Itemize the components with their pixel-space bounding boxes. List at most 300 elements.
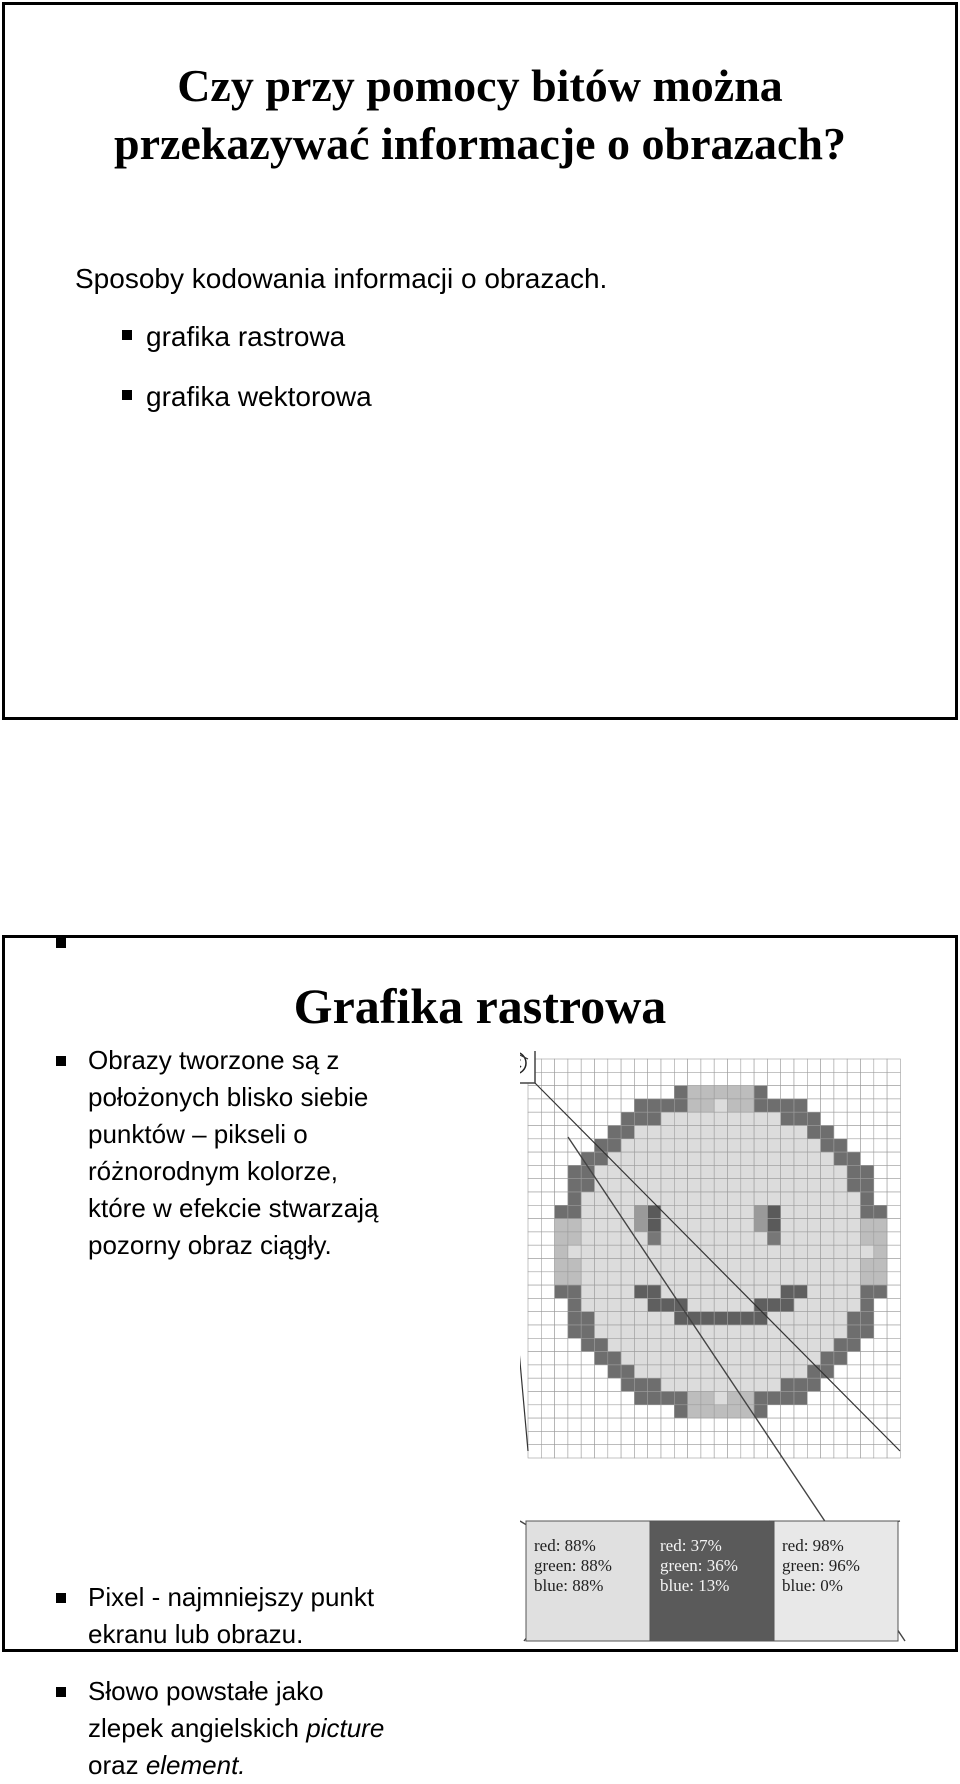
pixel-cell [568, 1285, 581, 1298]
pixel-cell [634, 1285, 647, 1298]
pixel-cell [714, 1072, 727, 1085]
pixel-cell [874, 1245, 887, 1258]
pixel-cell [581, 1338, 594, 1351]
pixel-cell [634, 1352, 647, 1365]
pixel-cell [821, 1219, 834, 1232]
pixel-cell [714, 1126, 727, 1139]
pixel-cell [754, 1392, 767, 1405]
pixel-cell [555, 1405, 568, 1418]
pixel-cell [595, 1205, 608, 1218]
pixel-cell [861, 1392, 874, 1405]
pixel-cell [834, 1325, 847, 1338]
pixel-cell [821, 1312, 834, 1325]
pixel-cell [621, 1205, 634, 1218]
pixel-cell [661, 1232, 674, 1245]
pixel-cell [528, 1325, 541, 1338]
pixel-cell [754, 1378, 767, 1391]
pixel-cell [847, 1431, 860, 1444]
pixel-cell [714, 1245, 727, 1258]
pixel-cell [741, 1312, 754, 1325]
pixel-cell [568, 1179, 581, 1192]
pixel-cell [847, 1352, 860, 1365]
slide-1-title-line-2: przekazywać informacje o obrazach? [114, 118, 846, 169]
pixel-cell [608, 1219, 621, 1232]
pixel-cell [688, 1059, 701, 1072]
pixel-cell [701, 1192, 714, 1205]
pixel-cell [674, 1112, 687, 1125]
pixel-cell [847, 1219, 860, 1232]
pixel-cell [688, 1126, 701, 1139]
slide-2-title: Grafika rastrowa [293, 978, 667, 1034]
pixel-cell [595, 1405, 608, 1418]
pixel-cell [634, 1298, 647, 1311]
pixel-cell [595, 1059, 608, 1072]
pixel-cell [821, 1059, 834, 1072]
pixel-cell [714, 1405, 727, 1418]
pixel-cell [581, 1352, 594, 1365]
pixel-cell [794, 1245, 807, 1258]
pixel-cell [821, 1405, 834, 1418]
slide-1-bullet-2: grafika wektorowa [146, 381, 372, 412]
pixel-cell [661, 1418, 674, 1431]
pixel-cell [887, 1445, 900, 1458]
slide-1-title [5, 57, 955, 173]
pixel-cell [595, 1418, 608, 1431]
pixel-cell [728, 1205, 741, 1218]
pixel-cell [821, 1205, 834, 1218]
pixel-cell [568, 1086, 581, 1099]
pixel-cell [861, 1165, 874, 1178]
pixel-cell [608, 1365, 621, 1378]
pixel-cell [874, 1272, 887, 1285]
pixel-cell [621, 1152, 634, 1165]
pixel-cell [781, 1112, 794, 1125]
pixel-cell [887, 1139, 900, 1152]
pixel-cell [861, 1179, 874, 1192]
pixel-cell [674, 1285, 687, 1298]
pixel-cell [701, 1418, 714, 1431]
pixel-cell [794, 1431, 807, 1444]
pixel-cell [861, 1219, 874, 1232]
pixel-cell [634, 1205, 647, 1218]
pixel-cell [661, 1325, 674, 1338]
pixel-cell [887, 1365, 900, 1378]
pixel-cell [661, 1431, 674, 1444]
pixel-cell [847, 1232, 860, 1245]
pixel-cell [714, 1298, 727, 1311]
pixel-cell [807, 1392, 820, 1405]
pixel-cell [674, 1431, 687, 1444]
pixel-cell [568, 1099, 581, 1112]
pixel-cell [728, 1112, 741, 1125]
pixel-cell [887, 1259, 900, 1272]
pixel-cell [781, 1298, 794, 1311]
pixel-cell [834, 1205, 847, 1218]
pixel-cell [781, 1338, 794, 1351]
pixel-cell [621, 1405, 634, 1418]
pixel-cell [741, 1179, 754, 1192]
pixel-cell [754, 1352, 767, 1365]
pixel-cell [781, 1219, 794, 1232]
pixel-cell [847, 1059, 860, 1072]
pixel-cell [741, 1126, 754, 1139]
pixel-cell [728, 1139, 741, 1152]
pixel-cell [621, 1126, 634, 1139]
pixel-cell [741, 1205, 754, 1218]
pixel-cell [701, 1059, 714, 1072]
pixel-cell [861, 1059, 874, 1072]
pixel-cell [648, 1059, 661, 1072]
pixel-cell [555, 1126, 568, 1139]
pixel-cell [741, 1352, 754, 1365]
pixel-cell [887, 1126, 900, 1139]
pixel-cell [861, 1298, 874, 1311]
pixel-cell [847, 1378, 860, 1391]
pixel-cell [595, 1165, 608, 1178]
pixel-cell [581, 1245, 594, 1258]
pixel-cell [728, 1245, 741, 1258]
pixel-cell [661, 1099, 674, 1112]
pixel-cell [555, 1259, 568, 1272]
pixel-cell [861, 1445, 874, 1458]
slide-2-bullet-3 [88, 1673, 508, 1784]
pixel-cell [528, 1179, 541, 1192]
pixel-cell [794, 1205, 807, 1218]
pixel-cell [887, 1219, 900, 1232]
pixel-cell [648, 1165, 661, 1178]
pixel-cell [874, 1072, 887, 1085]
bullet-3-italic-word: picture [306, 1713, 385, 1743]
swatch-2-green: green: 36% [660, 1556, 738, 1575]
pixel-cell [847, 1418, 860, 1431]
pixel-cell [608, 1245, 621, 1258]
pixel-cell [874, 1192, 887, 1205]
pixel-cell [821, 1378, 834, 1391]
pixel-cell [741, 1418, 754, 1431]
pixel-cell [754, 1152, 767, 1165]
square-bullet-icon [122, 390, 132, 400]
pixel-cell [728, 1072, 741, 1085]
pixel-cell [568, 1378, 581, 1391]
pixel-cell [661, 1298, 674, 1311]
pixel-cell [767, 1165, 780, 1178]
pixel-cell [887, 1059, 900, 1072]
pixel-cell [754, 1365, 767, 1378]
pixel-cell [608, 1405, 621, 1418]
pixel-cell [568, 1312, 581, 1325]
pixel-cell [648, 1312, 661, 1325]
pixel-cell [621, 1431, 634, 1444]
pixel-cell [847, 1298, 860, 1311]
pixel-cell [834, 1352, 847, 1365]
pixel-cell [568, 1418, 581, 1431]
pixel-cell [794, 1312, 807, 1325]
square-bullet-icon [122, 330, 132, 340]
pixel-cell [701, 1219, 714, 1232]
pixel-cell [634, 1165, 647, 1178]
pixel-cell [781, 1259, 794, 1272]
pixel-cell [608, 1112, 621, 1125]
pixel-cell [674, 1139, 687, 1152]
pixel-cell [621, 1418, 634, 1431]
pixel-cell [621, 1312, 634, 1325]
pixel-cell [555, 1352, 568, 1365]
pixel-cell [648, 1285, 661, 1298]
pixel-cell [807, 1352, 820, 1365]
pixel-cell [688, 1112, 701, 1125]
pixel-cell [847, 1405, 860, 1418]
pixel-cell [714, 1312, 727, 1325]
bullet-1-line: pozorny obraz ciągły. [88, 1230, 332, 1260]
pixel-cell [634, 1059, 647, 1072]
pixel-cell [781, 1072, 794, 1085]
pixel-cell [541, 1232, 554, 1245]
pixel-cell [807, 1431, 820, 1444]
pixel-cell [781, 1352, 794, 1365]
pixel-cell [861, 1378, 874, 1391]
pixel-cell [581, 1232, 594, 1245]
pixel-cell [674, 1325, 687, 1338]
pixel-cell [688, 1272, 701, 1285]
pixel-cell [688, 1072, 701, 1085]
pixel-cell [794, 1072, 807, 1085]
pixel-cell [781, 1192, 794, 1205]
pixel-cell [581, 1086, 594, 1099]
pixel-cell [661, 1338, 674, 1351]
pixel-cell [874, 1179, 887, 1192]
pixel-cell [648, 1139, 661, 1152]
pixel-cell [807, 1338, 820, 1351]
pixel-cell [807, 1445, 820, 1458]
pixel-cell [581, 1205, 594, 1218]
pixel-cell [887, 1179, 900, 1192]
pixel-cell [595, 1325, 608, 1338]
pixel-cell [595, 1272, 608, 1285]
pixel-cell [541, 1219, 554, 1232]
pixel-cell [794, 1352, 807, 1365]
pixel-cell [714, 1165, 727, 1178]
pixel-cell [688, 1365, 701, 1378]
pixel-cell [634, 1405, 647, 1418]
pixel-cell [608, 1392, 621, 1405]
pixel-cell [874, 1405, 887, 1418]
pixel-cell [874, 1139, 887, 1152]
pixel-cell [728, 1365, 741, 1378]
pixel-cell [728, 1259, 741, 1272]
pixel-cell [821, 1245, 834, 1258]
pixel-cell [794, 1272, 807, 1285]
pixel-cell [741, 1445, 754, 1458]
pixel-cell [794, 1418, 807, 1431]
pixel-cell [634, 1126, 647, 1139]
swatch-1-blue: blue: 88% [534, 1576, 604, 1595]
pixel-cell [541, 1378, 554, 1391]
pixel-cell [781, 1312, 794, 1325]
pixel-cell [887, 1245, 900, 1258]
pixel-cell [661, 1179, 674, 1192]
pixel-cell [874, 1112, 887, 1125]
pixel-cell [821, 1418, 834, 1431]
pixel-cell [767, 1059, 780, 1072]
pixel-cell [767, 1378, 780, 1391]
pixel-cell [648, 1179, 661, 1192]
pixel-cell [621, 1338, 634, 1351]
pixel-cell [648, 1365, 661, 1378]
pixel-cell [887, 1152, 900, 1165]
pixel-cell [728, 1086, 741, 1099]
pixel-cell [754, 1325, 767, 1338]
pixel-cell [648, 1219, 661, 1232]
pixel-cell [781, 1152, 794, 1165]
pixel-cell [568, 1338, 581, 1351]
pixel-cell [767, 1338, 780, 1351]
pixel-cell [887, 1405, 900, 1418]
pixel-cell [887, 1338, 900, 1351]
pixel-cell [701, 1392, 714, 1405]
pixel-cell [595, 1431, 608, 1444]
pixel-cell [834, 1298, 847, 1311]
pixel-cell [847, 1365, 860, 1378]
pixel-cell [701, 1259, 714, 1272]
pixel-cell [781, 1179, 794, 1192]
pixel-cell [834, 1245, 847, 1258]
pixel-cell [754, 1445, 767, 1458]
pixel-cell [754, 1099, 767, 1112]
pixel-cell [821, 1232, 834, 1245]
pixel-cell [595, 1285, 608, 1298]
pixel-cell [821, 1179, 834, 1192]
pixel-cell [661, 1152, 674, 1165]
raster-pixel-illustration [520, 1051, 955, 1651]
pixel-cell [595, 1352, 608, 1365]
pixel-cell [781, 1418, 794, 1431]
pixel-cell [794, 1325, 807, 1338]
pixel-cell [648, 1352, 661, 1365]
pixel-cell [701, 1112, 714, 1125]
pixel-cell [648, 1112, 661, 1125]
pixel-cell [767, 1139, 780, 1152]
pixel-cell [568, 1352, 581, 1365]
pixel-cell [741, 1338, 754, 1351]
pixel-cell [794, 1392, 807, 1405]
pixel-cell [834, 1072, 847, 1085]
pixel-cell [767, 1232, 780, 1245]
pixel-cell [794, 1298, 807, 1311]
pixel-cell [701, 1405, 714, 1418]
pixel-cell [701, 1152, 714, 1165]
pixel-cell [674, 1272, 687, 1285]
pixel-cell [701, 1431, 714, 1444]
pixel-cell [821, 1259, 834, 1272]
pixel-cell [728, 1405, 741, 1418]
pixel-cell [634, 1445, 647, 1458]
pixel-cell [621, 1285, 634, 1298]
pixel-cell [674, 1126, 687, 1139]
pixel-cell [608, 1378, 621, 1391]
bullet-1-line: punktów – pikseli o [88, 1119, 308, 1149]
pixel-cell [568, 1072, 581, 1085]
pixel-cell [688, 1192, 701, 1205]
pixel-cell [794, 1219, 807, 1232]
pixel-cell [834, 1139, 847, 1152]
pixel-cell [847, 1179, 860, 1192]
pixel-cell [688, 1086, 701, 1099]
pixel-cell [754, 1205, 767, 1218]
pixel-cell [701, 1298, 714, 1311]
pixel-cell [648, 1405, 661, 1418]
pixel-cell [528, 1431, 541, 1444]
pixel-cell [555, 1219, 568, 1232]
pixel-cell [754, 1272, 767, 1285]
pixel-grid [528, 1059, 900, 1458]
pixel-cell [595, 1245, 608, 1258]
slide-2 [2, 935, 958, 1780]
pixel-cell [861, 1072, 874, 1085]
pixel-cell [541, 1405, 554, 1418]
pixel-cell [555, 1165, 568, 1178]
pixel-cell [621, 1378, 634, 1391]
pixel-cell [767, 1099, 780, 1112]
pixel-cell [874, 1378, 887, 1391]
pixel-cell [661, 1365, 674, 1378]
pixel-cell [794, 1232, 807, 1245]
square-bullet-icon [56, 938, 66, 948]
pixel-cell [595, 1365, 608, 1378]
pixel-cell [581, 1418, 594, 1431]
pixel-cell [621, 1365, 634, 1378]
pixel-cell [714, 1099, 727, 1112]
bullet-2-line: ekranu lub obrazu. [88, 1619, 304, 1649]
pixel-cell [781, 1126, 794, 1139]
pixel-cell [767, 1192, 780, 1205]
pixel-cell [608, 1072, 621, 1085]
pixel-cell [821, 1365, 834, 1378]
pixel-cell [541, 1431, 554, 1444]
pixel-cell [861, 1352, 874, 1365]
pixel-cell [568, 1431, 581, 1444]
pixel-cell [887, 1285, 900, 1298]
pixel-cell [714, 1179, 727, 1192]
pixel-cell [621, 1392, 634, 1405]
pixel-cell [595, 1126, 608, 1139]
pixel-cell [767, 1365, 780, 1378]
pixel-cell [608, 1272, 621, 1285]
pixel-cell [674, 1259, 687, 1272]
pixel-cell [728, 1312, 741, 1325]
pixel-cell [541, 1139, 554, 1152]
pixel-cell [541, 1152, 554, 1165]
bullet-1-line: które w efekcie stwarzają [88, 1193, 379, 1223]
pixel-cell [861, 1232, 874, 1245]
pixel-cell [634, 1099, 647, 1112]
pixel-cell [741, 1378, 754, 1391]
pixel-cell [634, 1392, 647, 1405]
pixel-cell [834, 1232, 847, 1245]
pixel-cell [741, 1086, 754, 1099]
pixel-cell [887, 1192, 900, 1205]
pixel-cell [874, 1298, 887, 1311]
pixel-cell [714, 1431, 727, 1444]
pixel-cell [728, 1418, 741, 1431]
pixel-cell [754, 1312, 767, 1325]
pixel-cell [741, 1112, 754, 1125]
slide-2-bullet-1 [88, 1042, 508, 1264]
pixel-cell [701, 1086, 714, 1099]
pixel-cell [621, 1139, 634, 1152]
swatch-3-green: green: 96% [782, 1556, 860, 1575]
bullet-3-line-3 [88, 1747, 508, 1784]
pixel-cell [807, 1245, 820, 1258]
